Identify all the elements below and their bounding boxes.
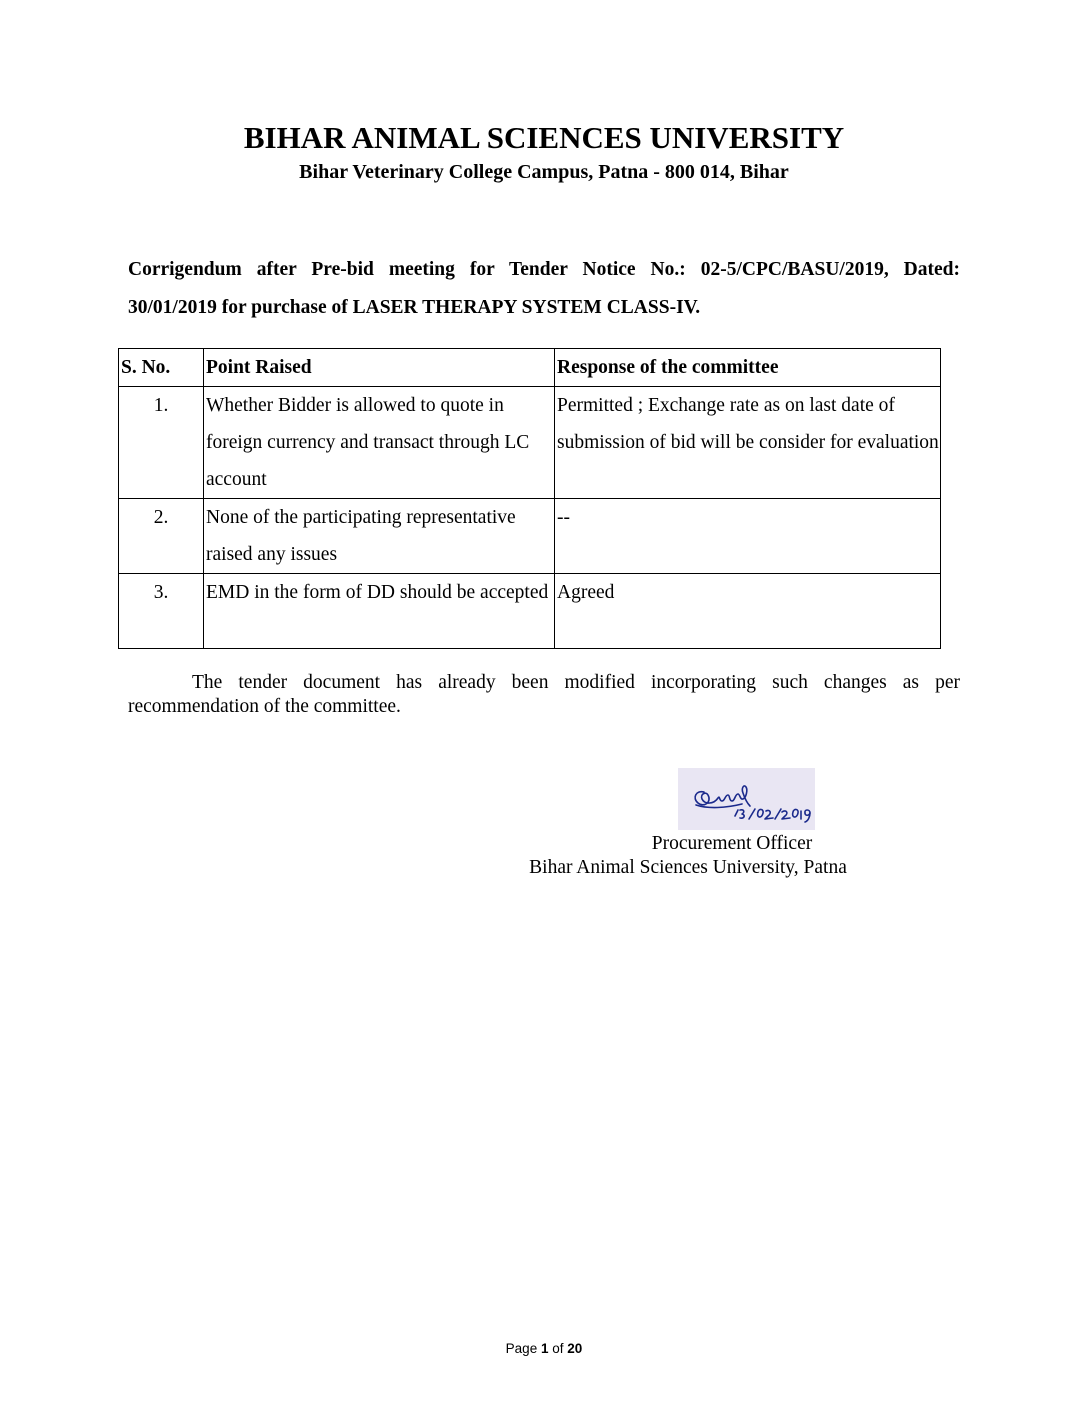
- points-table: [118, 348, 941, 649]
- row-sno: 3.: [119, 574, 204, 649]
- page-number: [0, 1340, 1088, 1358]
- row-sno: 2.: [119, 499, 204, 574]
- subject-line-2: 30/01/2019 for purchase of LASER THERAPY SYSTEM CLASS-IV.: [128, 297, 701, 318]
- page-prefix: Page: [505, 1341, 538, 1356]
- university-address: Bihar Veterinary College Campus, Patna - 800 014, Bihar: [299, 161, 789, 183]
- signer-title: Procurement Officer: [651, 833, 813, 854]
- row-response: --: [555, 499, 941, 574]
- header-sno: S. No.: [119, 349, 204, 387]
- page-of: of: [552, 1341, 564, 1356]
- page-total: 20: [567, 1341, 583, 1356]
- row-point: EMD in the form of DD should be accepted: [204, 574, 555, 649]
- row-response: Agreed: [555, 574, 941, 649]
- university-name: BIHAR ANIMAL SCIENCES UNIVERSITY: [243, 120, 845, 155]
- table-row: [119, 574, 941, 649]
- handwritten-signature: [678, 768, 815, 830]
- closing-paragraph: The tender document has already been modified incorporating such changes as per recommendation of the committee.: [128, 672, 960, 717]
- row-point: None of the participating representative raised any issues: [204, 499, 555, 574]
- row-point: Whether Bidder is allowed to quote in foreign currency and transact through LC account: [204, 387, 555, 499]
- signer-organization: Bihar Animal Sciences University, Patna: [529, 857, 847, 878]
- row-sno: 1.: [119, 387, 204, 499]
- signature-image: [678, 768, 815, 830]
- table-header-row: [119, 349, 941, 387]
- row-response: Permitted ; Exchange rate as on last date of submission of bid will be consider for evaluation: [555, 387, 941, 499]
- corrigendum-subject: [128, 251, 960, 327]
- subject-line-1: Corrigendum after Pre-bid meeting for Tender Notice No.: 02-5/CPC/BASU/2019, Dated:: [128, 259, 960, 280]
- table-row: [119, 387, 941, 499]
- header-point-raised: Point Raised: [204, 349, 555, 387]
- header-response: Response of the committee: [555, 349, 941, 387]
- table-row: [119, 499, 941, 574]
- page-current: 1: [540, 1341, 549, 1356]
